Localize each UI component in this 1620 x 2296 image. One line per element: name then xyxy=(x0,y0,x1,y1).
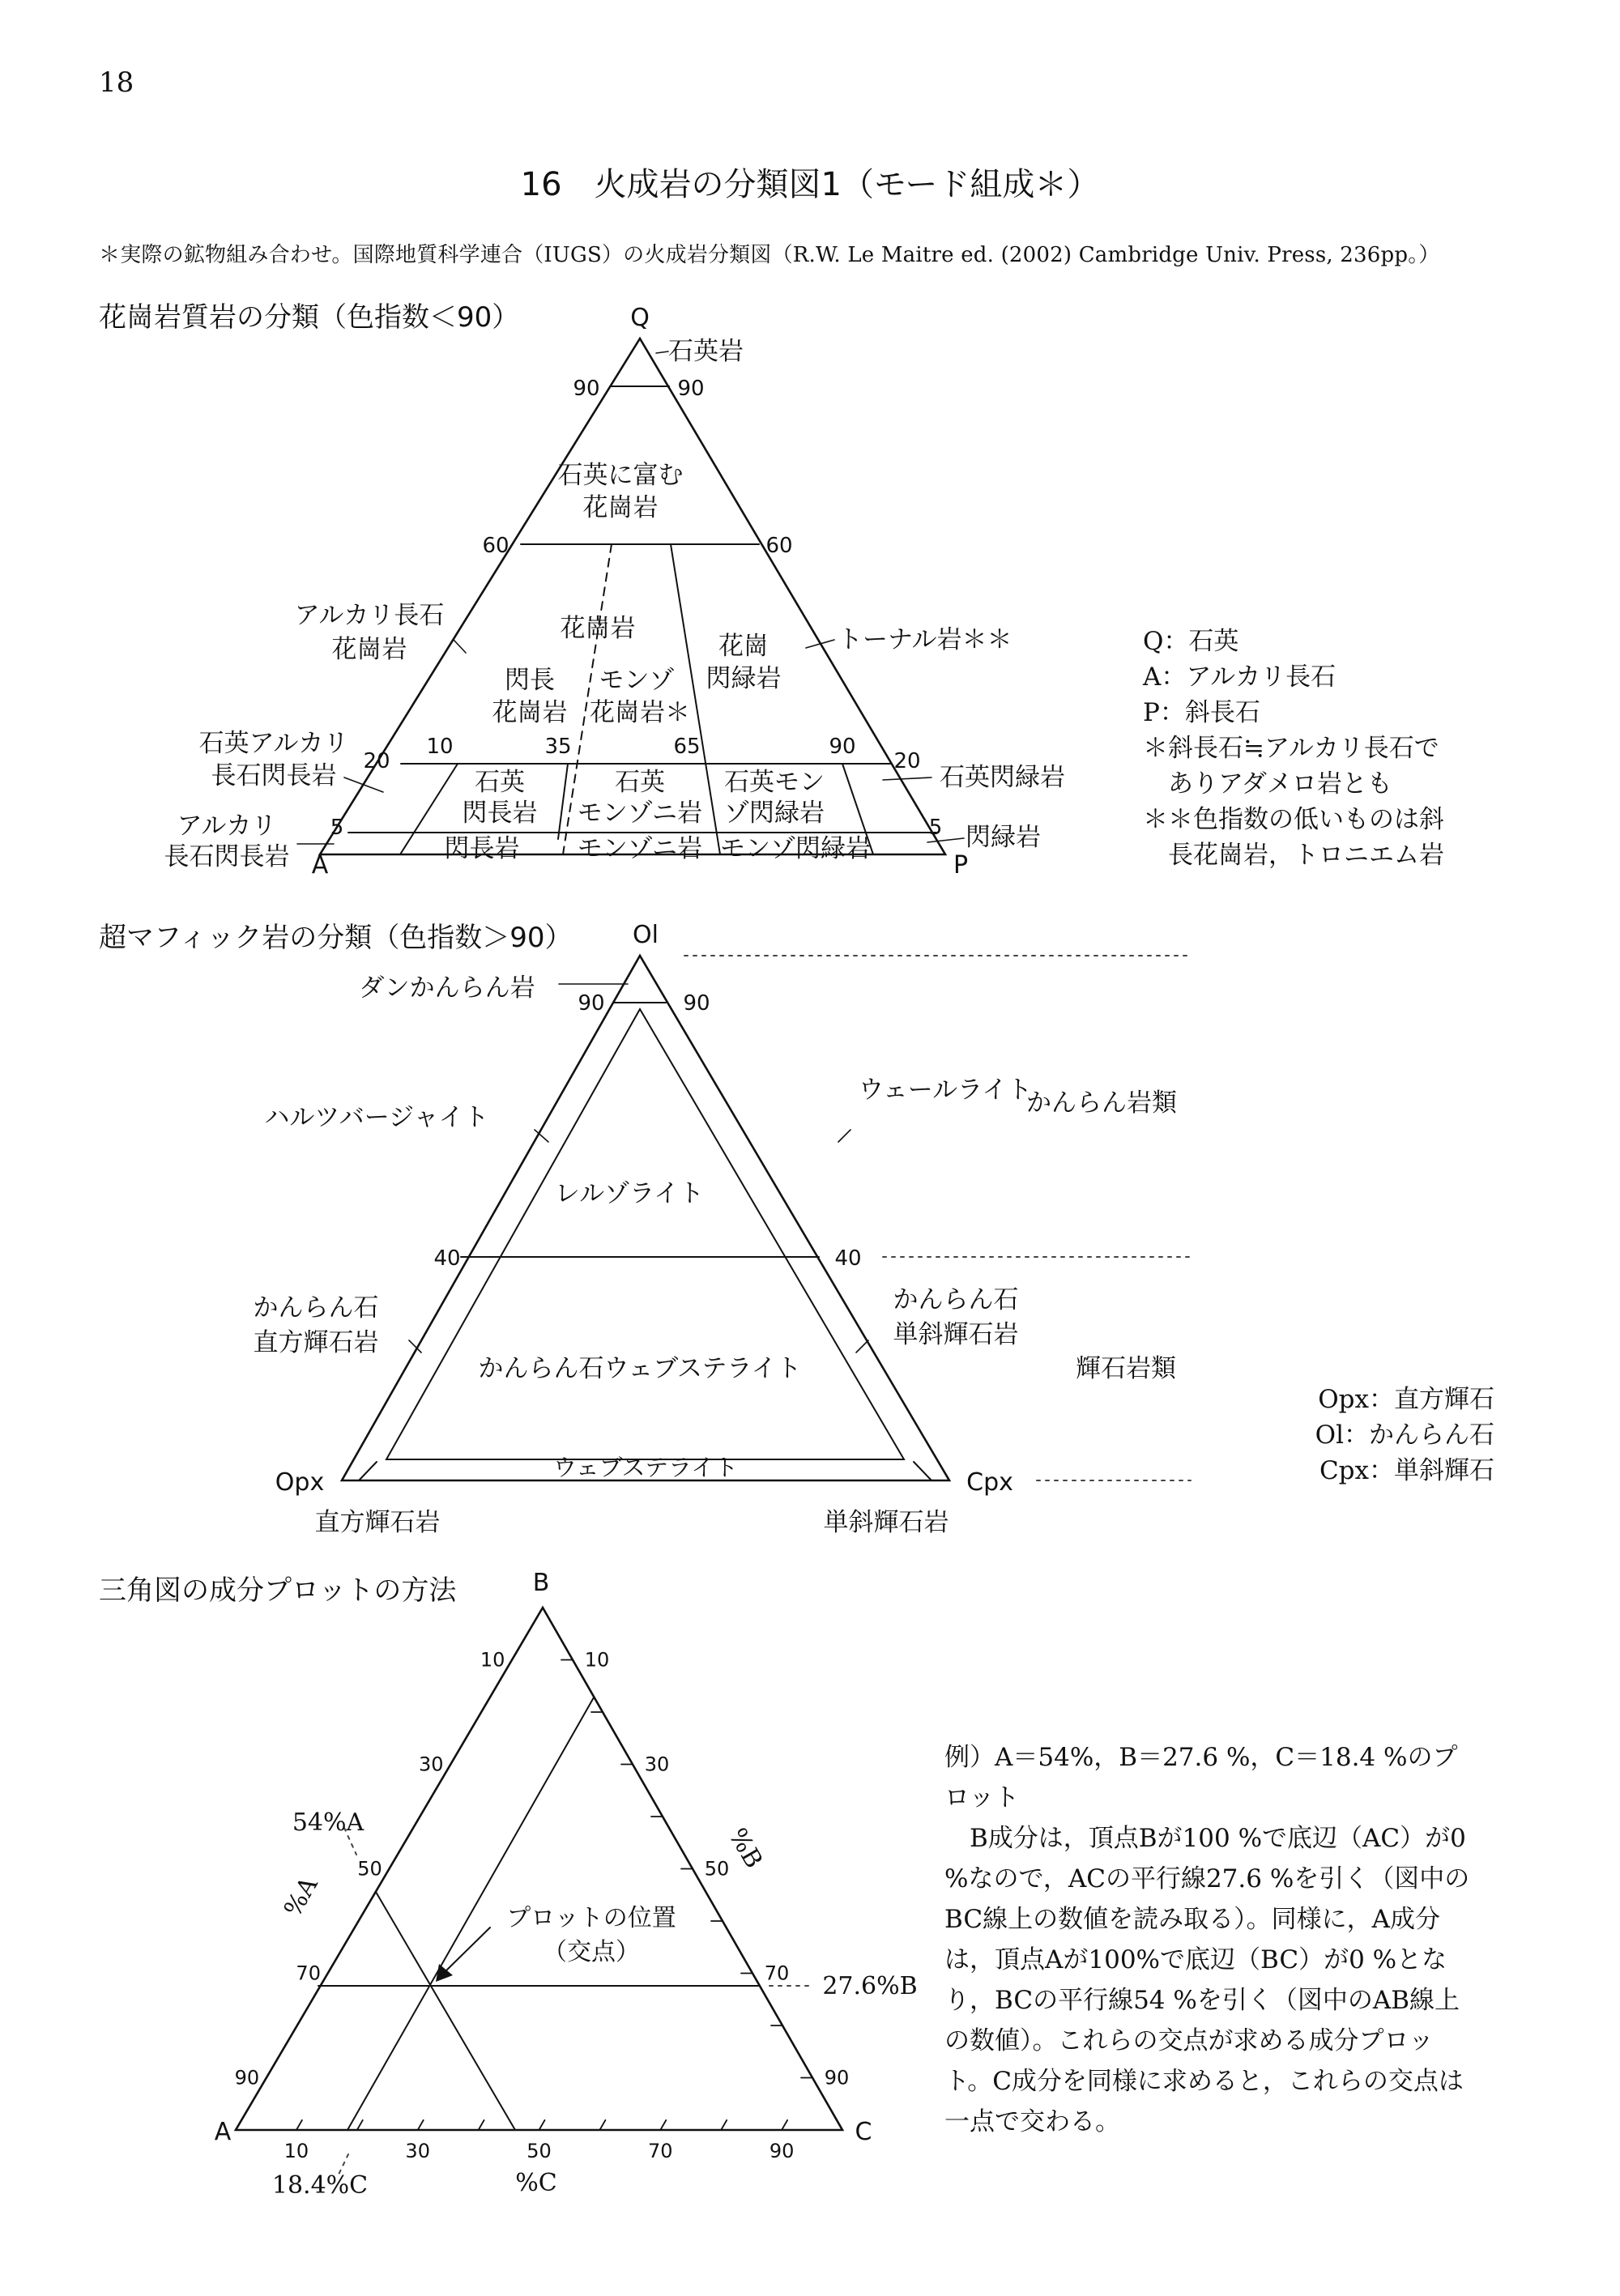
left-axis-tick xyxy=(512,1650,518,1659)
qap-tick-b35: 35 xyxy=(544,735,572,759)
field-qalk-syenite-2: 長石閃長岩 xyxy=(211,761,337,790)
field-granite: 花崗岩 xyxy=(560,614,636,643)
group-peridotites: かんらん岩類 xyxy=(1026,1088,1177,1118)
vertex-a-plot: A xyxy=(214,2118,232,2146)
field-diorite: 閃緑岩 xyxy=(966,823,1041,852)
field-clinopyroxenite: 単斜輝石岩 xyxy=(823,1508,949,1537)
um-tick-l40: 40 xyxy=(433,1246,461,1271)
bottom-axis-tick xyxy=(782,2120,787,2130)
bottom-tick-label: 10 xyxy=(284,2140,309,2162)
axis-label-c: %C xyxy=(515,2169,557,2197)
field-wehrlite: ウェールライト xyxy=(859,1076,1033,1105)
granitoid-legend xyxy=(1143,624,1444,873)
field-alkfsp-granite-1: アルカリ長石 xyxy=(294,601,445,630)
left-axis-tick xyxy=(450,1754,456,1764)
legend-opx: Opx：直方輝石 xyxy=(1318,1385,1494,1414)
field-syenogranite-1: 閃長 xyxy=(505,666,555,695)
bottom-axis-tick xyxy=(418,2120,424,2130)
vertex-p: P xyxy=(953,851,969,880)
legend-note1-b: ありアダメロ岩とも xyxy=(1143,769,1392,799)
example-heading: 例）A＝54%，B＝27.6 %，C＝18.4 %のプロット xyxy=(944,1743,1458,1813)
field-ol-websterite: かんらん石ウェブステライト xyxy=(478,1354,802,1383)
field-qsyenite-2: 閃長岩 xyxy=(462,799,538,828)
group-pyroxenites: 輝石岩類 xyxy=(1076,1354,1176,1383)
field-ol-opx-2: 直方輝石岩 xyxy=(253,1328,379,1357)
left-tick-label: 10 xyxy=(480,1648,505,1672)
bottom-tick-label: 90 xyxy=(769,2140,795,2162)
page-number: 18 xyxy=(99,66,134,99)
vertex-cpx: Cpx xyxy=(966,1468,1013,1497)
field-quartzolite: 石英岩 xyxy=(668,337,744,366)
marker-54a: 54%A xyxy=(292,1808,364,1837)
field-alkfsp-granite-2: 花崗岩 xyxy=(331,635,407,664)
legend-ol: Ol：かんらん石 xyxy=(1315,1421,1494,1450)
plot-label-2: （交点） xyxy=(543,1938,640,1966)
bottom-axis-tick xyxy=(599,2120,605,2130)
left-axis-tick xyxy=(297,2016,303,2026)
left-tick-label: 90 xyxy=(234,2066,260,2089)
legend-note1-a: ＊斜長石≒アルカリ長石で xyxy=(1143,734,1439,763)
field-syenogranite-2: 花崗岩 xyxy=(492,698,568,727)
qap-tick-l5: 5 xyxy=(330,816,344,840)
um-tick-r90: 90 xyxy=(683,991,710,1016)
right-tick-label: 50 xyxy=(704,1857,730,1881)
legend-note2-a: ＊＊色指数の低いものは斜 xyxy=(1143,805,1444,834)
plot-label-1: プロットの位置 xyxy=(506,1904,676,1932)
field-orthopyroxenite: 直方輝石岩 xyxy=(314,1508,441,1537)
field-dunite: ダンかんらん岩 xyxy=(359,973,535,1003)
bottom-axis-tick xyxy=(357,2120,363,2130)
legend-note2-b: 長花崗岩，トロニエム岩 xyxy=(1143,841,1444,870)
field-granodiorite-2: 閃緑岩 xyxy=(706,664,782,693)
um-tick-r40: 40 xyxy=(834,1246,862,1271)
field-quartz-rich-1: 石英に富む xyxy=(557,461,684,490)
left-axis-tick xyxy=(390,1859,395,1868)
qap-tick-l60: 60 xyxy=(482,534,509,558)
bottom-tick-label: 50 xyxy=(526,2140,552,2162)
qap-tick-r60: 60 xyxy=(765,534,793,558)
qap-tick-r90: 90 xyxy=(677,377,705,401)
left-tick-label: 30 xyxy=(419,1753,444,1776)
ultramafic-heading: 超マフィック岩の分類（色指数＞90） xyxy=(99,922,573,954)
qap-tick-b65: 65 xyxy=(673,735,701,759)
field-qmonzodiorite-1: 石英モン xyxy=(724,768,825,797)
bottom-axis-tick xyxy=(660,2120,666,2130)
vertex-b: B xyxy=(532,1569,550,1597)
field-alk-syenite-1: アルカリ xyxy=(177,811,277,841)
bottom-axis-tick xyxy=(479,2120,484,2130)
field-qmonzonite-2: モンゾニ岩 xyxy=(577,799,703,828)
um-tick-l90: 90 xyxy=(578,991,605,1016)
field-harzburgite: ハルツバージャイト xyxy=(264,1103,489,1132)
vertex-opx: Opx xyxy=(275,1468,325,1497)
bottom-tick-label: 30 xyxy=(405,2140,430,2162)
qap-tick-b90: 90 xyxy=(829,735,856,759)
ultramafic-legend xyxy=(1251,1382,1494,1489)
plotting-diagram xyxy=(236,1608,842,2130)
qap-tick-l20: 20 xyxy=(363,749,390,773)
granitoid-heading: 花崗岩質岩の分類（色指数＜90） xyxy=(99,301,520,334)
field-granodiorite-1: 花崗 xyxy=(718,632,769,661)
plotting-heading: 三角図の成分プロットの方法 xyxy=(99,1574,457,1607)
qap-tick-r20: 20 xyxy=(893,749,921,773)
legend-p: P：斜長石 xyxy=(1143,698,1260,727)
bottom-axis-tick xyxy=(296,2120,302,2130)
field-ol-cpx-1: かんらん石 xyxy=(893,1285,1019,1314)
bottom-tick-label: 70 xyxy=(648,2140,673,2162)
vertex-c-plot: C xyxy=(855,2118,872,2146)
qap-div-35 xyxy=(558,764,568,839)
marker-18-4c: 18.4%C xyxy=(271,2171,369,2200)
field-alk-syenite-2: 長石閃長岩 xyxy=(164,842,290,871)
left-tick-label: 50 xyxy=(357,1857,382,1881)
right-tick-label: 90 xyxy=(824,2066,850,2089)
field-websterite: ウェブステライト xyxy=(552,1454,739,1481)
line-54-a xyxy=(376,1892,515,2130)
ultramafic-inner-triangle xyxy=(386,1009,904,1459)
page-title: 16 火成岩の分類図1（モード組成＊） xyxy=(520,166,1100,203)
field-qsyenite-1: 石英 xyxy=(475,768,525,797)
legend-a: A：アルカリ長石 xyxy=(1143,662,1336,692)
vertex-ol: Ol xyxy=(633,921,659,949)
left-tick-label: 70 xyxy=(296,1962,321,1985)
right-tick-label: 10 xyxy=(584,1648,610,1672)
qap-tick-r5: 5 xyxy=(928,816,943,840)
field-monzogranite-2: 花崗岩＊ xyxy=(590,698,690,727)
legend-cpx: Cpx：単斜輝石 xyxy=(1319,1456,1494,1485)
field-qalk-syenite-1: 石英アルカリ xyxy=(198,729,349,758)
qap-tick-b10: 10 xyxy=(426,735,454,759)
field-monzonite: モンゾニ岩 xyxy=(577,834,703,863)
field-quartz-rich-2: 花崗岩 xyxy=(582,493,659,522)
right-tick-label: 30 xyxy=(644,1753,670,1776)
field-monzodiorite: モンゾ閃緑岩 xyxy=(720,834,871,863)
axis-label-b: %B xyxy=(723,1823,769,1873)
field-tonalite: トーナル岩＊＊ xyxy=(838,625,1013,654)
left-axis-tick xyxy=(359,1911,364,1921)
ultramafic-triangle xyxy=(342,956,949,1480)
left-axis-tick xyxy=(328,1963,334,1973)
field-qmonzonite-1: 石英 xyxy=(615,768,665,797)
field-qdiorite: 石英閃緑岩 xyxy=(940,763,1065,792)
vertex-a: A xyxy=(311,851,329,880)
marker-27-6b: 27.6%B xyxy=(822,1972,918,2000)
left-axis-tick xyxy=(266,2068,272,2077)
field-lherzolite: レルゾライト xyxy=(554,1179,705,1208)
plotting-triangle xyxy=(236,1608,842,2130)
legend-q: Q：石英 xyxy=(1143,627,1239,656)
field-ol-cpx-2: 単斜輝石岩 xyxy=(893,1320,1019,1349)
qap-tick-l90: 90 xyxy=(573,377,600,401)
footnote-iugs: ＊実際の鉱物組み合わせ。国際地質科学連合（IUGS）の火成岩分類図（R.W. Le Maitre ed. (2002) Cambridge Univ. Press, 236pp。） xyxy=(99,243,1440,267)
plotting-explanation xyxy=(944,1737,1479,2142)
field-qmonzodiorite-2: ゾ閃緑岩 xyxy=(724,799,825,828)
left-axis-tick xyxy=(420,1807,425,1817)
field-syenite: 閃長岩 xyxy=(444,834,520,863)
field-ol-opx-1: かんらん石 xyxy=(253,1293,379,1323)
bottom-axis-tick xyxy=(539,2120,545,2130)
right-tick-label: 70 xyxy=(764,1962,790,1985)
example-body: B成分は，頂点Bが100 %で底辺（AC）が0 %なので，ACの平行線27.6 %を引く（図中のBC線上の数値を読み取る）。同様に，A成分は，頂点Aが100%で底辺（BC）が0 %となり，BCの平行線54 %を引く（図中のAB線上の数値）。これらの交点が求める成分プロット。C成分を同様に求めると，これらの交点は一点で交わる。 xyxy=(944,1824,1470,2136)
left-axis-tick xyxy=(481,1702,487,1712)
vertex-q: Q xyxy=(630,304,650,332)
axis-label-a: %A xyxy=(279,1872,324,1922)
ultramafic-diagram xyxy=(342,956,949,1480)
field-monzogranite-1: モンゾ xyxy=(599,666,675,695)
bottom-axis-tick xyxy=(721,2120,727,2130)
